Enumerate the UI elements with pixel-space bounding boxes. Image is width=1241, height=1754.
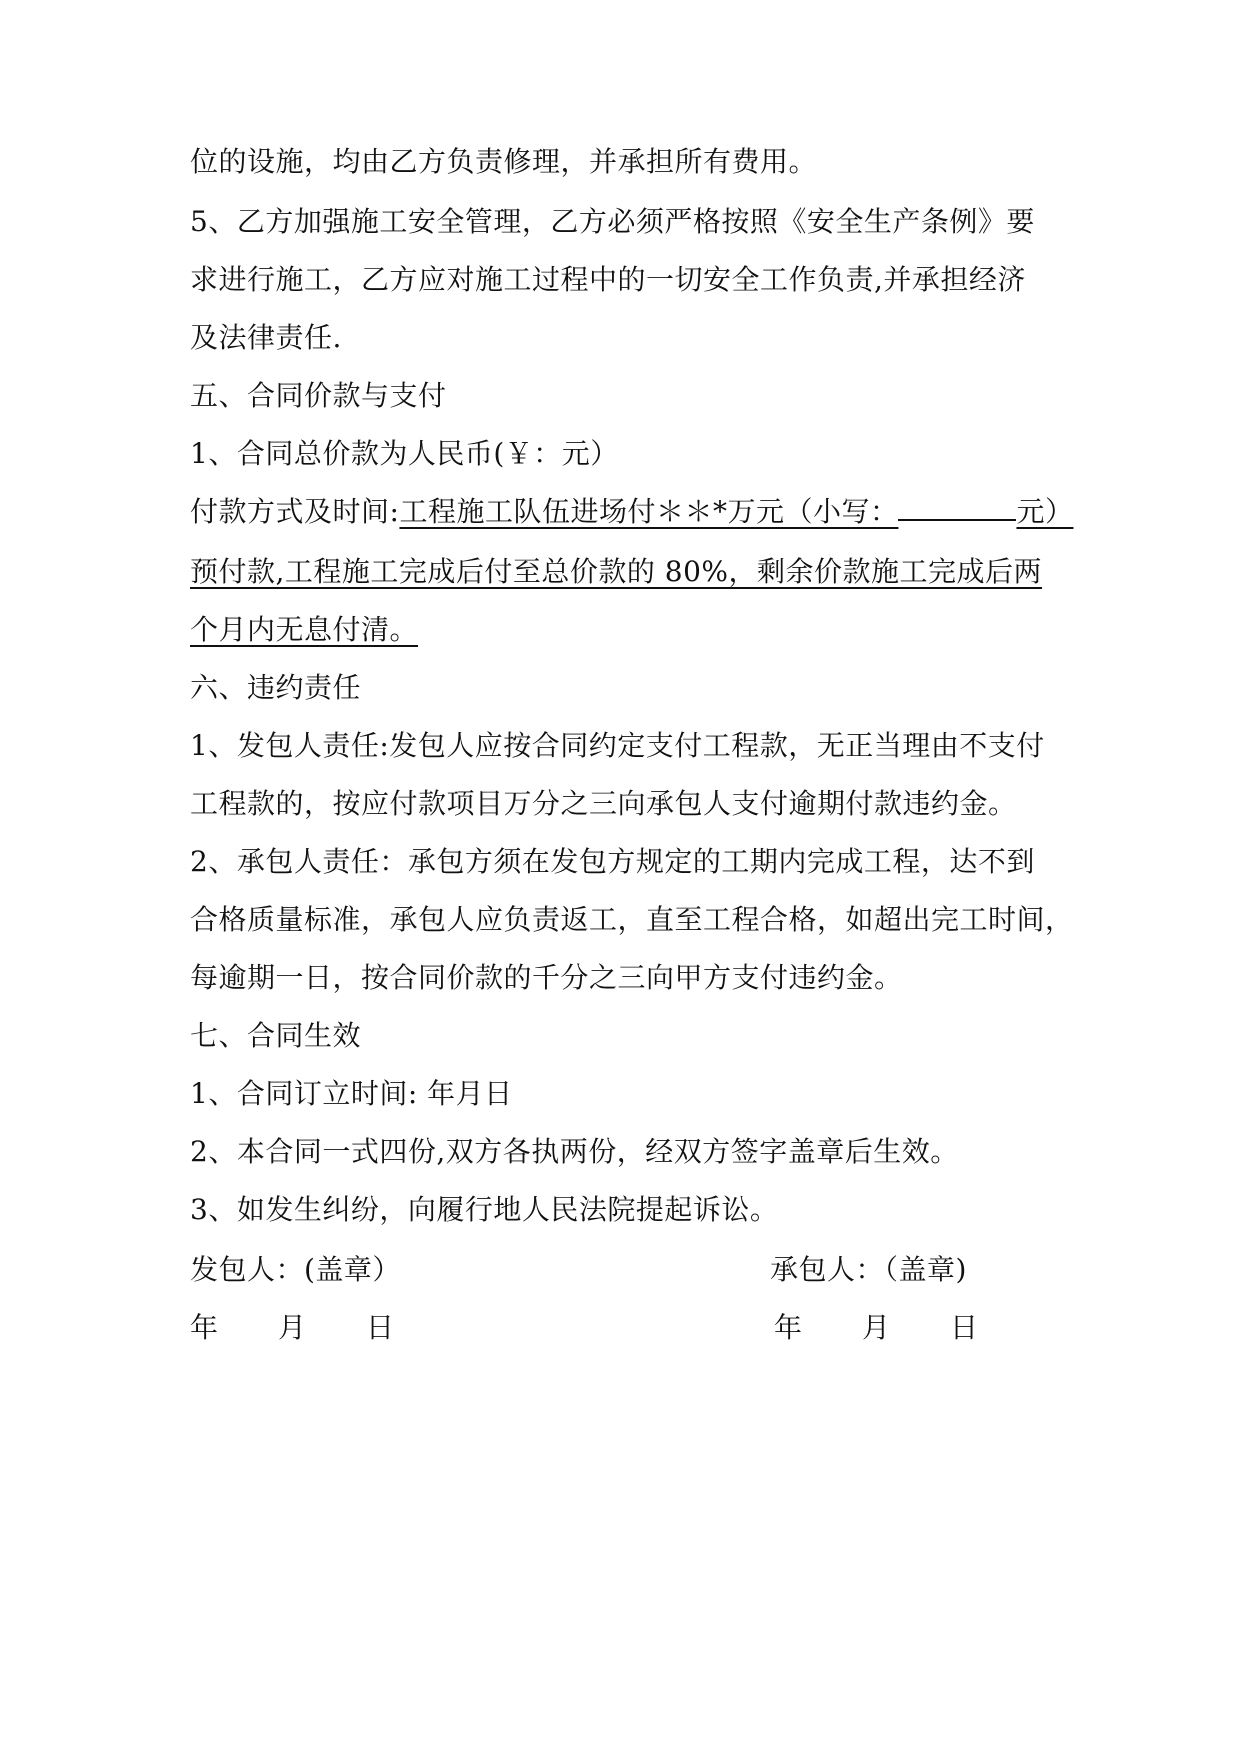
- paragraph-line: 1、发包人责任:发包人应按合同约定支付工程款，无正当理由不支付: [190, 729, 1045, 762]
- payment-label: 付款方式及时间:: [190, 495, 400, 528]
- date-day: 日: [950, 1311, 979, 1344]
- payment-terms-line: [190, 610, 418, 650]
- payment-underlined-text: 工程施工队伍进场付＊＊*万元（小写：: [399, 495, 899, 528]
- paragraph-line: 3、如发生纠纷，向履行地人民法院提起诉讼。: [190, 1193, 779, 1226]
- paragraph-line: 2、承包人责任：承包方须在发包方规定的工期内完成工程，达不到: [190, 845, 1035, 878]
- blank-underline: [898, 518, 1016, 521]
- paragraph-line: 2、本合同一式四份,双方各执两份，经双方签字盖章后生效。: [190, 1135, 959, 1168]
- section-heading: 五、合同价款与支付: [190, 379, 447, 412]
- signature-left-date: [190, 1308, 454, 1348]
- paragraph-line: 及法律责任.: [190, 321, 342, 354]
- payment-underlined-text: 个月内无息付清。: [190, 613, 419, 646]
- date-month: 月: [278, 1311, 307, 1344]
- section-heading: 七、合同生效: [190, 1019, 362, 1052]
- payment-terms-line: [190, 552, 1042, 592]
- payment-terms-line: [190, 492, 1073, 532]
- date-month: 月: [862, 1311, 891, 1344]
- paragraph-line: 1、合同订立时间: 年月日: [190, 1077, 513, 1110]
- date-year: 年: [774, 1311, 803, 1344]
- paragraph-line: 求进行施工，乙方应对施工过程中的一切安全工作负责,并承担经济: [190, 263, 1026, 296]
- signature-right-label: 承包人：（盖章): [770, 1253, 967, 1286]
- payment-underlined-text: 预付款,工程施工完成后付至总价款的 80%，剩余价款施工完成后两: [190, 555, 1043, 588]
- paragraph-line: 位的设施，均由乙方负责修理，并承担所有费用。: [190, 145, 818, 178]
- paragraph-line: 1、合同总价款为人民币(￥：元）: [190, 437, 619, 470]
- paragraph-line: 5、乙方加强施工安全管理，乙方必须严格按照《安全生产条例》要: [190, 205, 1035, 238]
- document-page: [190, 0, 1074, 1754]
- signature-left-label: 发包人：(盖章）: [190, 1253, 401, 1286]
- date-year: 年: [190, 1311, 219, 1344]
- paragraph-line: 每逾期一日，按合同价款的千分之三向甲方支付违约金。: [190, 961, 903, 994]
- paragraph-line: 工程款的，按应付款项目万分之三向承包人支付逾期付款违约金。: [190, 787, 1017, 820]
- section-heading: 六、违约责任: [190, 671, 362, 704]
- date-day: 日: [366, 1311, 395, 1344]
- paragraph-line: 合格质量标准，承包人应负责返工，直至工程合格，如超出完工时间，: [190, 903, 1074, 936]
- payment-underlined-end: 元）: [1016, 495, 1074, 528]
- signature-right-date: [774, 1308, 1038, 1348]
